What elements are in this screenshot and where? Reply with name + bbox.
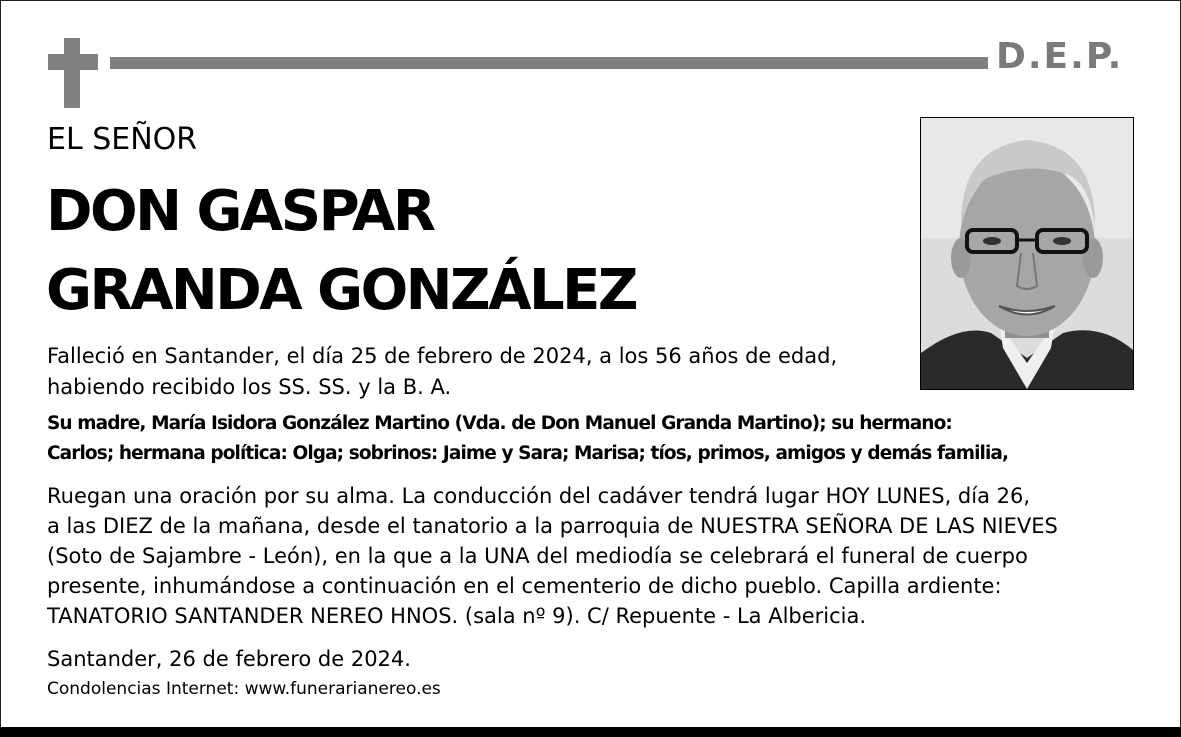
family-line-1: Su madre, María Isidora González Martino (Vda. de Don Manuel Granda Martino); su hermano: bbox=[47, 413, 952, 434]
name-line-1: DON GASPAR bbox=[46, 179, 434, 244]
death-notice bbox=[47, 341, 837, 403]
dep-label: D.E.P. bbox=[996, 36, 1124, 77]
funeral-line: Ruegan una oración por su alma. La conducción del cadáver tendrá lugar HOY LUNES, día 26, bbox=[47, 484, 1031, 508]
funeral-line: presente, inhumándose a continuación en el cementerio de dicho pueblo. Capilla ardiente: bbox=[47, 574, 1002, 598]
condolences-link: Condolencias Internet: www.funerarianereo.es bbox=[47, 679, 441, 699]
funeral-line: a las DIEZ de la mañana, desde el tanatorio a la parroquia de NUESTRA SEÑORA DE LAS NIEVES bbox=[47, 514, 1058, 538]
honorific: EL SEÑOR bbox=[47, 122, 198, 157]
portrait-image bbox=[921, 118, 1133, 389]
death-notice-line-2: habiendo recibido los SS. SS. y la B. A. bbox=[47, 375, 452, 399]
funeral-line: (Soto de Sajambre - León), en la que a la UNA del mediodía se celebrará el funeral de cuerpo bbox=[47, 544, 1028, 568]
funeral-details bbox=[47, 481, 1058, 631]
header-rule bbox=[110, 57, 988, 69]
deceased-name bbox=[46, 172, 636, 330]
funeral-line: TANATORIO SANTANDER NEREO HNOS. (sala nº 9). C/ Repuente - La Albericia. bbox=[47, 604, 867, 628]
cross-icon bbox=[64, 38, 80, 108]
portrait-photo bbox=[920, 117, 1134, 390]
name-line-2: GRANDA GONZÁLEZ bbox=[46, 258, 637, 323]
death-notice-line-1: Falleció en Santander, el día 25 de febrero de 2024, a los 56 años de edad, bbox=[47, 344, 838, 368]
family-line-2: Carlos; hermana política: Olga; sobrinos: Jaime y Sara; Marisa; tíos, primos, amigos y demás familia, bbox=[47, 443, 1009, 464]
cross-icon-arm bbox=[48, 54, 98, 70]
place-date: Santander, 26 de febrero de 2024. bbox=[47, 647, 411, 671]
bottom-rule bbox=[0, 727, 1181, 737]
family-list bbox=[47, 409, 1008, 469]
